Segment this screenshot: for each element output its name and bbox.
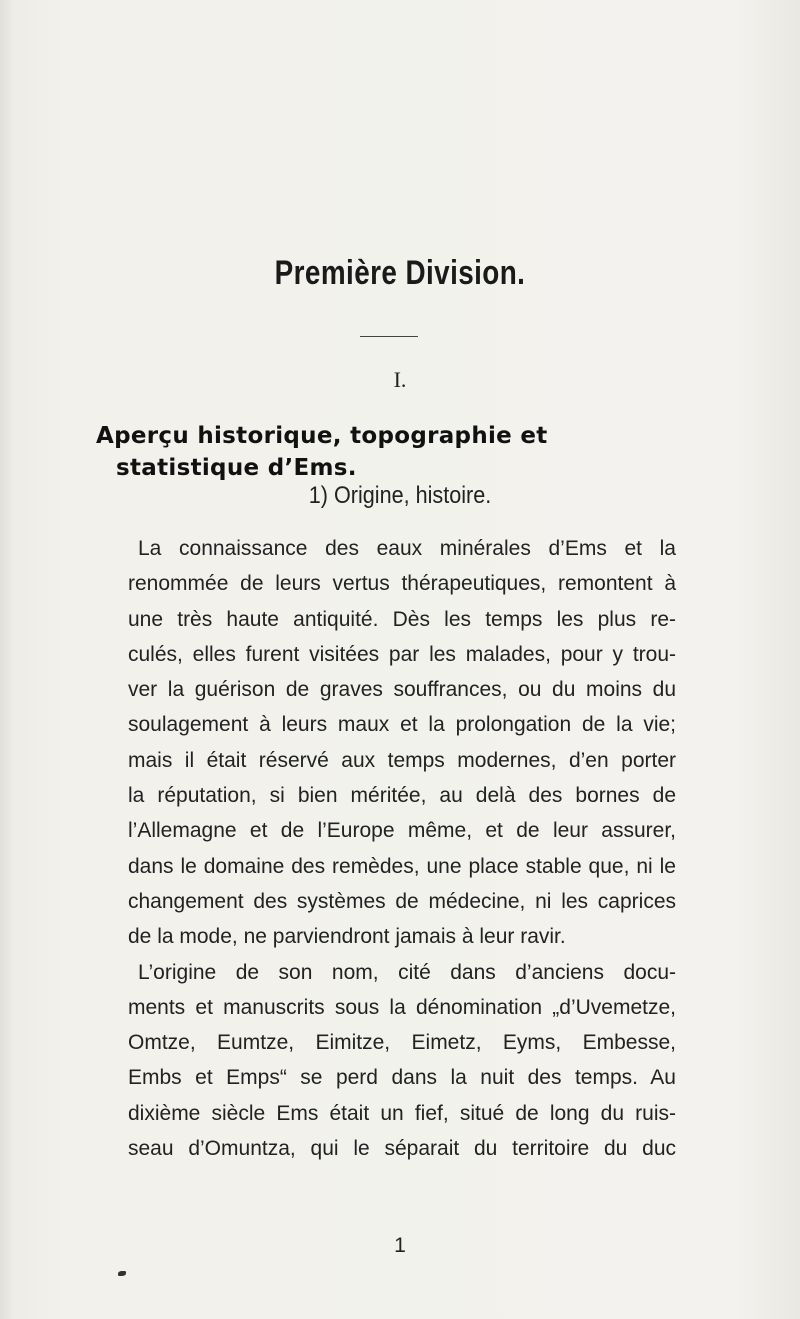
body-line: culés, elles furent visitées par les malades, pour y trou-	[128, 642, 676, 666]
section-heading	[96, 420, 708, 484]
body-line: Omtze, Eumtze, Eimitze, Eimetz, Eyms, Embesse,	[128, 1031, 676, 1055]
scan-ink-mark	[118, 1271, 126, 1276]
body-line: de la mode, ne parviendront jamais à leur ravir.	[128, 925, 566, 949]
body-line: changement des systèmes de médecine, ni les caprices	[128, 889, 676, 913]
body-line: seau d’Omuntza, qui le séparait du territoire du duc	[128, 1137, 676, 1161]
title-divider-rule	[360, 336, 418, 337]
body-line: renommée de leurs vertus thérapeutiques, remontent à	[128, 572, 676, 596]
division-title: Première Division.	[274, 254, 526, 292]
body-line: L’origine de son nom, cité dans d’anciens docu-	[138, 960, 676, 984]
body-line: dans le domaine des remèdes, une place stable que, ni le	[128, 854, 676, 878]
sub-heading: 1) Origine, histoire.	[308, 482, 492, 509]
body-line: mais il était réservé aux temps modernes, d’en porter	[128, 748, 676, 772]
page-number: 1	[394, 1234, 406, 1257]
body-line: dixième siècle Ems était un fief, situé de long du ruis-	[128, 1101, 676, 1125]
section-heading-line-2: statistique d’Ems.	[116, 455, 357, 481]
body-line: ver la guérison de graves souffrances, ou du moins du	[128, 678, 676, 702]
body-line: Embs et Emps“ se perd dans la nuit des temps. Au	[128, 1066, 676, 1090]
page-edge-shadow	[0, 0, 14, 1319]
body-line: La connaissance des eaux minérales d’Ems et la	[138, 537, 676, 560]
body-line: soulagement à leurs maux et la prolongation de la vie;	[128, 713, 676, 737]
section-numeral: I.	[393, 367, 407, 392]
body-line: la réputation, si bien méritée, au delà des bornes de	[128, 784, 676, 808]
section-heading-line-1: Aperçu historique, topographie et	[96, 423, 548, 449]
body-text	[128, 531, 676, 1166]
body-line: une très haute antiquité. Dès les temps les plus re-	[128, 607, 676, 631]
body-line: ments et manuscrits sous la dénomination „d’Uvemetze,	[128, 995, 676, 1019]
body-line: l’Allemagne et de l’Europe même, et de leur assurer,	[128, 819, 676, 843]
